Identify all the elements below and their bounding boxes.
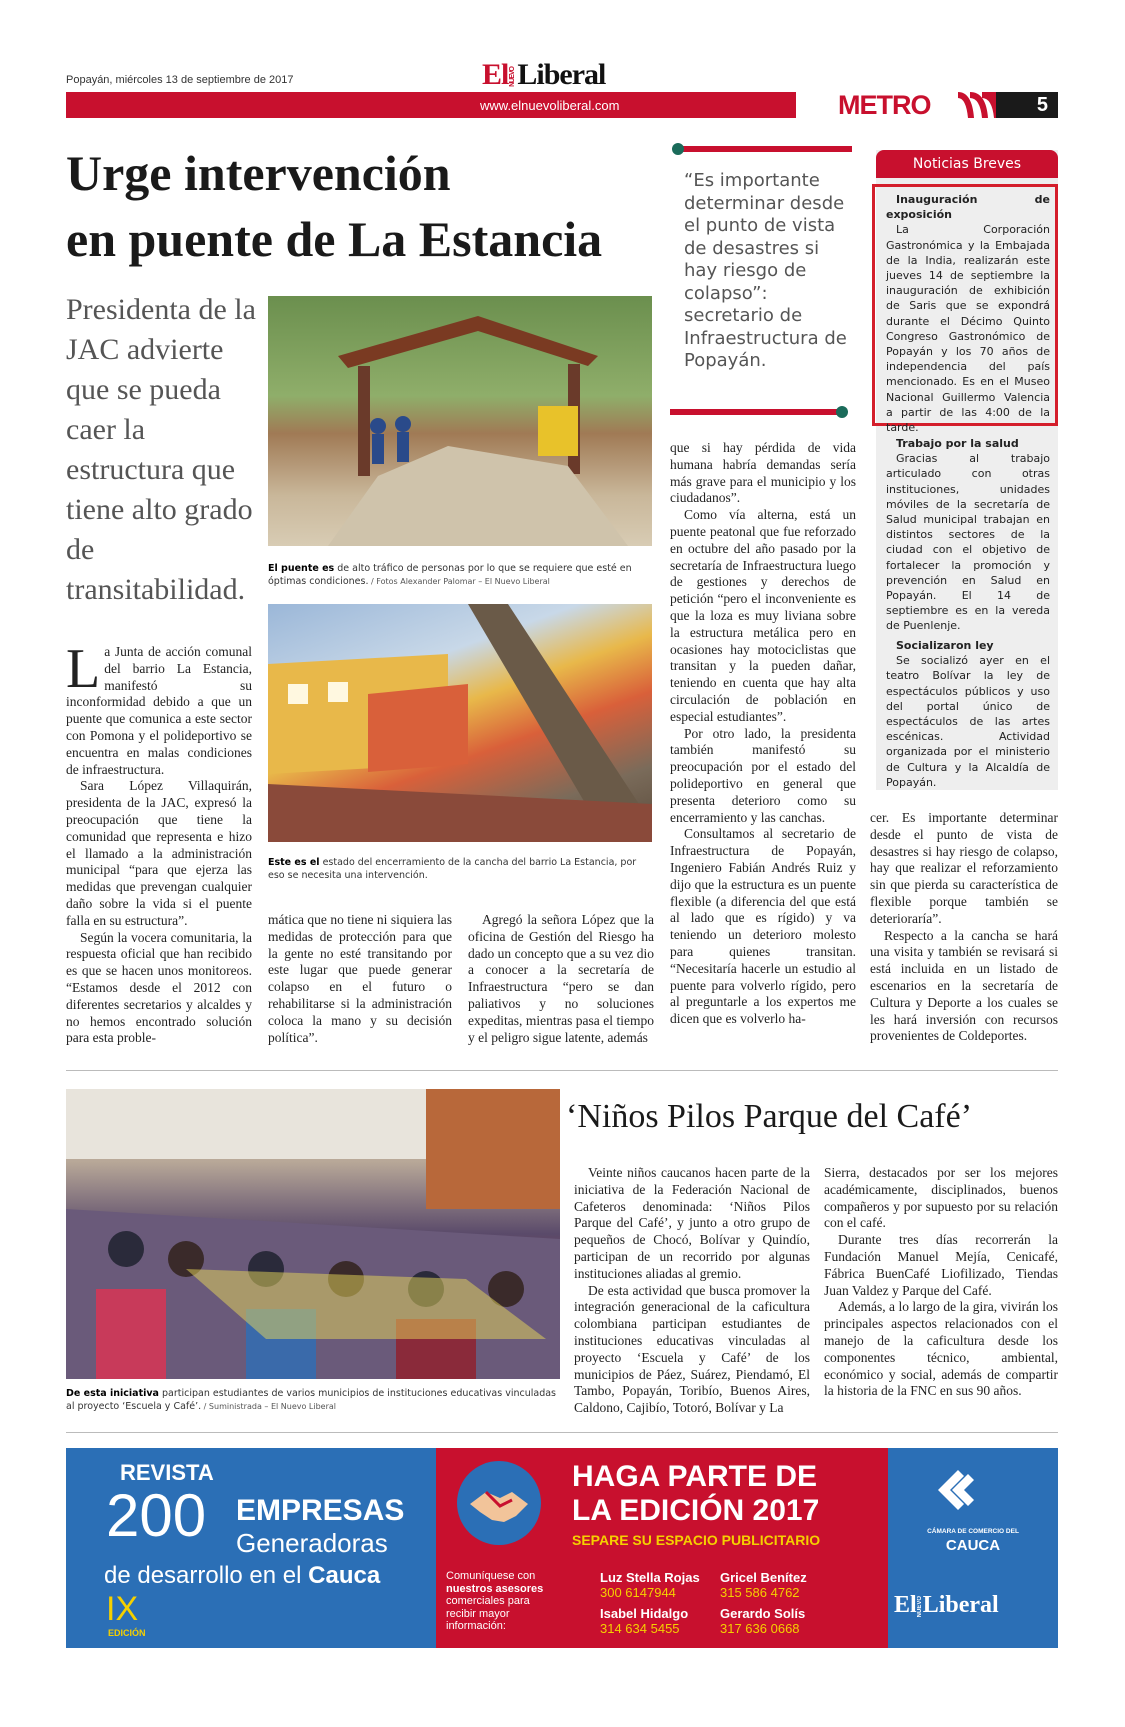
story2-column-1: [574, 1165, 810, 1417]
children-photo: [66, 1089, 560, 1379]
quote-dot-icon: [836, 406, 848, 418]
brief-title: Socializaron ley: [896, 639, 994, 652]
ad-revista: REVISTA: [120, 1460, 214, 1485]
ad-contact-note: Comuníquese con nuestros asesores comerciales para recibir mayor información:: [446, 1570, 544, 1632]
quote-dot-icon: [672, 143, 684, 155]
ad-edition-number: IX: [106, 1590, 139, 1628]
photo1-caption: El puente es de alto tráfico de personas por lo que se requiere que esté en óptimas condiciones. / Fotos Alexander Palomar – El Nuevo Liberal: [268, 563, 632, 587]
brief-title: Trabajo por la salud: [896, 437, 1019, 450]
stripes-decoration: [958, 92, 996, 118]
ad-contact[interactable]: Isabel Hidalgo 314 634 5455: [600, 1606, 689, 1636]
chamber-logo-icon: [928, 1462, 982, 1516]
brief-item: [886, 436, 1050, 634]
ad-logo: ElNUEVOLiberal: [894, 1592, 999, 1618]
children-illustration: [66, 1089, 560, 1379]
quote-top-rule: [678, 146, 852, 152]
paragraph: cer. Es importante determinar desde el punto de vista de desastres si hay riesgo de colapso, hay que realizar el reforzamiento sin que pierda su característica de flexible porque también se deterioraría”.: [870, 810, 1058, 926]
logo-nuevo: NUEVO: [509, 67, 517, 88]
deck: Presidenta de la JAC advierte que se pueda caer la estructura que tiene alto grado de transitabilidad.: [66, 293, 256, 606]
paragraph: Según la vocera comunitaria, la respuesta oficial que han recibido es que se hacen unos monitoreos. “Estamos desde el 2012 con diferentes secretarios y alcaldes y no hemos encontrado solución para esta proble-: [66, 929, 252, 1046]
paragraph: Además, a lo largo de la gira, vivirán los principales aspectos relacionados con el manejo de la caficultura desde los componentes técnico, ambiental, económico y social, además de compartir la historia de la FNC en sus 90 años.: [824, 1299, 1058, 1399]
ad-edition-label: EDICIÓN: [108, 1628, 146, 1638]
handshake-icon: [456, 1460, 542, 1546]
drop-cap: L: [66, 638, 101, 700]
ad-desarrollo: de desarrollo en el Cauca: [104, 1562, 381, 1589]
section-divider: [66, 1070, 1058, 1071]
page-number: 5: [996, 92, 1058, 118]
paragraph: Agregó la señora López que la oficina de Gestión del Riesgo ha dado un concepto que a su vez dio a conocer a la secretaría de Infraestructura “pero se dan paliativos y no soluciones expeditas, mientras pasa el tiempo y el peligro sigue latente, además: [468, 912, 654, 1045]
ad-contact[interactable]: Luz Stella Rojas 300 6147944: [600, 1570, 700, 1600]
paragraph: mática que no tiene ni siquiera las medidas de protección para que la gente no esté transitando por este lugar que puede generar colapso en el futuro o rehabilitarse si la administración coloca la mano y su decisión política”.: [268, 912, 452, 1045]
ad-camara-line1: CÁMARA DE COMERCIO DEL: [927, 1528, 1019, 1535]
story1-column-1: [66, 638, 252, 1047]
ad-haga-parte: HAGA PARTE DE: [572, 1460, 818, 1493]
photo3-caption: De esta iniciativa participan estudiantes de varios municipios de instituciones educativas vinculadas al proyecto ‘Escuela y Café’. / Suministrada – El Nuevo Liberal: [66, 1388, 557, 1412]
ad-contact[interactable]: Gricel Benítez 315 586 4762: [720, 1570, 807, 1600]
brief-text: Se socializó ayer en el teatro Bolívar la ley de espectáculos públicos y uso del portal único de espectáculos de las artes escénicas. Actividad organizada por el ministerio de Cultura y la Alcaldía de Popayán.: [886, 654, 1050, 789]
ad-edicion-2017: LA EDICIÓN 2017: [572, 1494, 820, 1527]
paragraph: Sara López Villaquirán, presidenta de la JAC, expresó la preocupación que tiene la comunidad que representa e hizo el llamado a la administración municipal “para que ejerza las medidas que prevengan cualquier daño sobre la vida si el puente falla en su estructura”.: [66, 778, 252, 928]
bridge-illustration: [268, 296, 652, 546]
logo-liberal: Liberal: [517, 58, 606, 91]
ad-contact[interactable]: Gerardo Solís 317 636 0668: [720, 1606, 806, 1636]
pull-quote: “Es importante determinar desde el punto de vista de desastres si hay riesgo de colapso”: secretario de Infraestructura de Popayán.: [684, 170, 847, 371]
headline-line-2: en puente de La Estancia: [66, 211, 603, 267]
brief-item: [886, 192, 1050, 435]
paragraph: que si hay pérdida de vida humana habría demandas sería más grave para el municipio y los ciudadanos”.: [670, 440, 856, 506]
newspaper-logo: [482, 58, 605, 92]
brief-text: La Corporación Gastronómica y la Embajada de la India, realizarán este jueves 14 de septiembre la inauguración de exhibición de Saris que se expondrá durante el Décimo Quinto Congreso Gastronómico de Popayán y los 70 años de independencia del país mencionado. Es en el Museo Nacional Guillermo Valencia a partir de las 4:00 de la tarde.: [886, 223, 1050, 435]
bridge-photo: [268, 296, 652, 546]
brief-title: Inauguración de exposición: [886, 193, 1050, 222]
paragraph: Veinte niños caucanos hacen parte de la iniciativa de la Federación Nacional de Cafeteros denominada: ‘Niños Pilos Parque del Café’, y junto a otro grupo de pequeños de Chocó, Bolívar y Quindío, participan de un recorrido por algunas instituciones aliadas al gremio.: [574, 1165, 810, 1281]
headline-line-1: Urge intervención: [66, 145, 451, 201]
ad-camara-line2: CAUCA: [945, 1537, 1001, 1554]
paragraph: De esta actividad que busca promover la integración generacional de la caficultura colombiana participan estudiantes de instituciones educativas vinculadas al proyecto ‘Escuela y Café’ de los municipios de Páez, Suárez, Piendamó, El Tambo, Popayán, Toribío, Buenos Aires, Caldono, Cajibío, Totoró, Bolívar y La: [574, 1282, 810, 1416]
section-name: METRO: [838, 90, 931, 120]
brief-text: Gracias al trabajo articulado con otras instituciones, unidades móviles de la secretaría de Salud municipal trabajan en distintos sectores de la ciudad con el objetivo de fortalecer la promoción y prevención en Salud en Popayán. El 14 de septiembre es en la vereda de Puenlenje.: [886, 452, 1050, 633]
story1-column-2: [268, 912, 452, 1046]
section-divider: [66, 1432, 1058, 1433]
issue-date: Popayán, miércoles 13 de septiembre de 2017: [66, 74, 294, 86]
court-illustration: [268, 604, 652, 842]
quote-bottom-rule: [670, 409, 838, 415]
main-headline: [66, 140, 666, 272]
ad-separe: SEPARE SU ESPACIO PUBLICITARIO: [572, 1532, 821, 1548]
paragraph: Por otro lado, la presidenta también manifestó su preocupación por el estado del polideportivo en general que presenta deterioro como su encerramiento y las canchas.: [670, 725, 856, 825]
photo2-caption: Este es el estado del encerramiento de la cancha del barrio La Estancia, por eso se necesita una intervención.: [268, 857, 637, 881]
brief-item: [886, 638, 1050, 790]
story2-headline: ‘Niños Pilos Parque del Café’: [566, 1098, 973, 1135]
ad-generadoras: Generadoras: [236, 1528, 388, 1558]
ad-empresas: EMPRESAS: [236, 1494, 405, 1527]
story1-column-3: [468, 912, 654, 1046]
court-enclosure-photo: [268, 604, 652, 842]
story2-column-2: [824, 1165, 1058, 1400]
paragraph: Sierra, destacados por ser los mejores académicamente, disciplinados, buenos compañeros y por supuesto por su relación con el café.: [824, 1165, 1058, 1231]
paragraph: Consultamos al secretario de Infraestructura de Popayán, Ingeniero Fabián Andrés Ruiz y dijo que la estructura es un puente flexible (a diferencia del que está al lado que es rígido) y va teniendo un deterioro molesto para quienes transitan. “Necesitaría hacerle un estudio al puente para volverlo rígido, pero al preguntarle a los expertos me dicen que es volverlo ha-: [670, 826, 856, 1027]
site-url[interactable]: www.elnuevoliberal.com: [480, 98, 620, 113]
story1-column-4: [670, 440, 856, 1028]
paragraph: Respecto a la cancha se hará una visita y también se revisará si está incluida en un listado de escenarios en la secretaría de Cultura y Deporte a los cuales se les hará inversión con recursos provenientes de Coldeportes.: [870, 927, 1058, 1044]
header-bar: [66, 92, 796, 118]
paragraph: Como vía alterna, está un puente peatonal que fue reforzado en octubre del año pasado por la secretaría de Infraestructura luego de gestiones y derechos de petición “pero el inconveniente es que la loza es muy liviana sobre la estructura metálica pero en ocasiones hay motociclistas que transitan y la pueden dañar, teniendo en cuenta que hay alta circulación de población en especial estudiantes”.: [670, 507, 856, 724]
news-briefs-header: Noticias Breves: [876, 150, 1058, 178]
logo-el: El: [482, 58, 509, 91]
story1-column-5: [870, 810, 1058, 1045]
paragraph: Durante tres días recorrerán la Fundación Manuel Mejía, Cenicafé, Fábrica BuenCafé Liofilizado, Tiendas Juan Valdez y Parque del Café.: [824, 1232, 1058, 1298]
lead-paragraph: La Junta de acción comunal del barrio La Estancia, manifestó su inconformidad debido a que un puente que comunica a este sector con Pomona y el polideportivo se encuentra en malas condiciones de infraestructura.: [66, 638, 252, 777]
ad-number: 200: [106, 1482, 207, 1549]
